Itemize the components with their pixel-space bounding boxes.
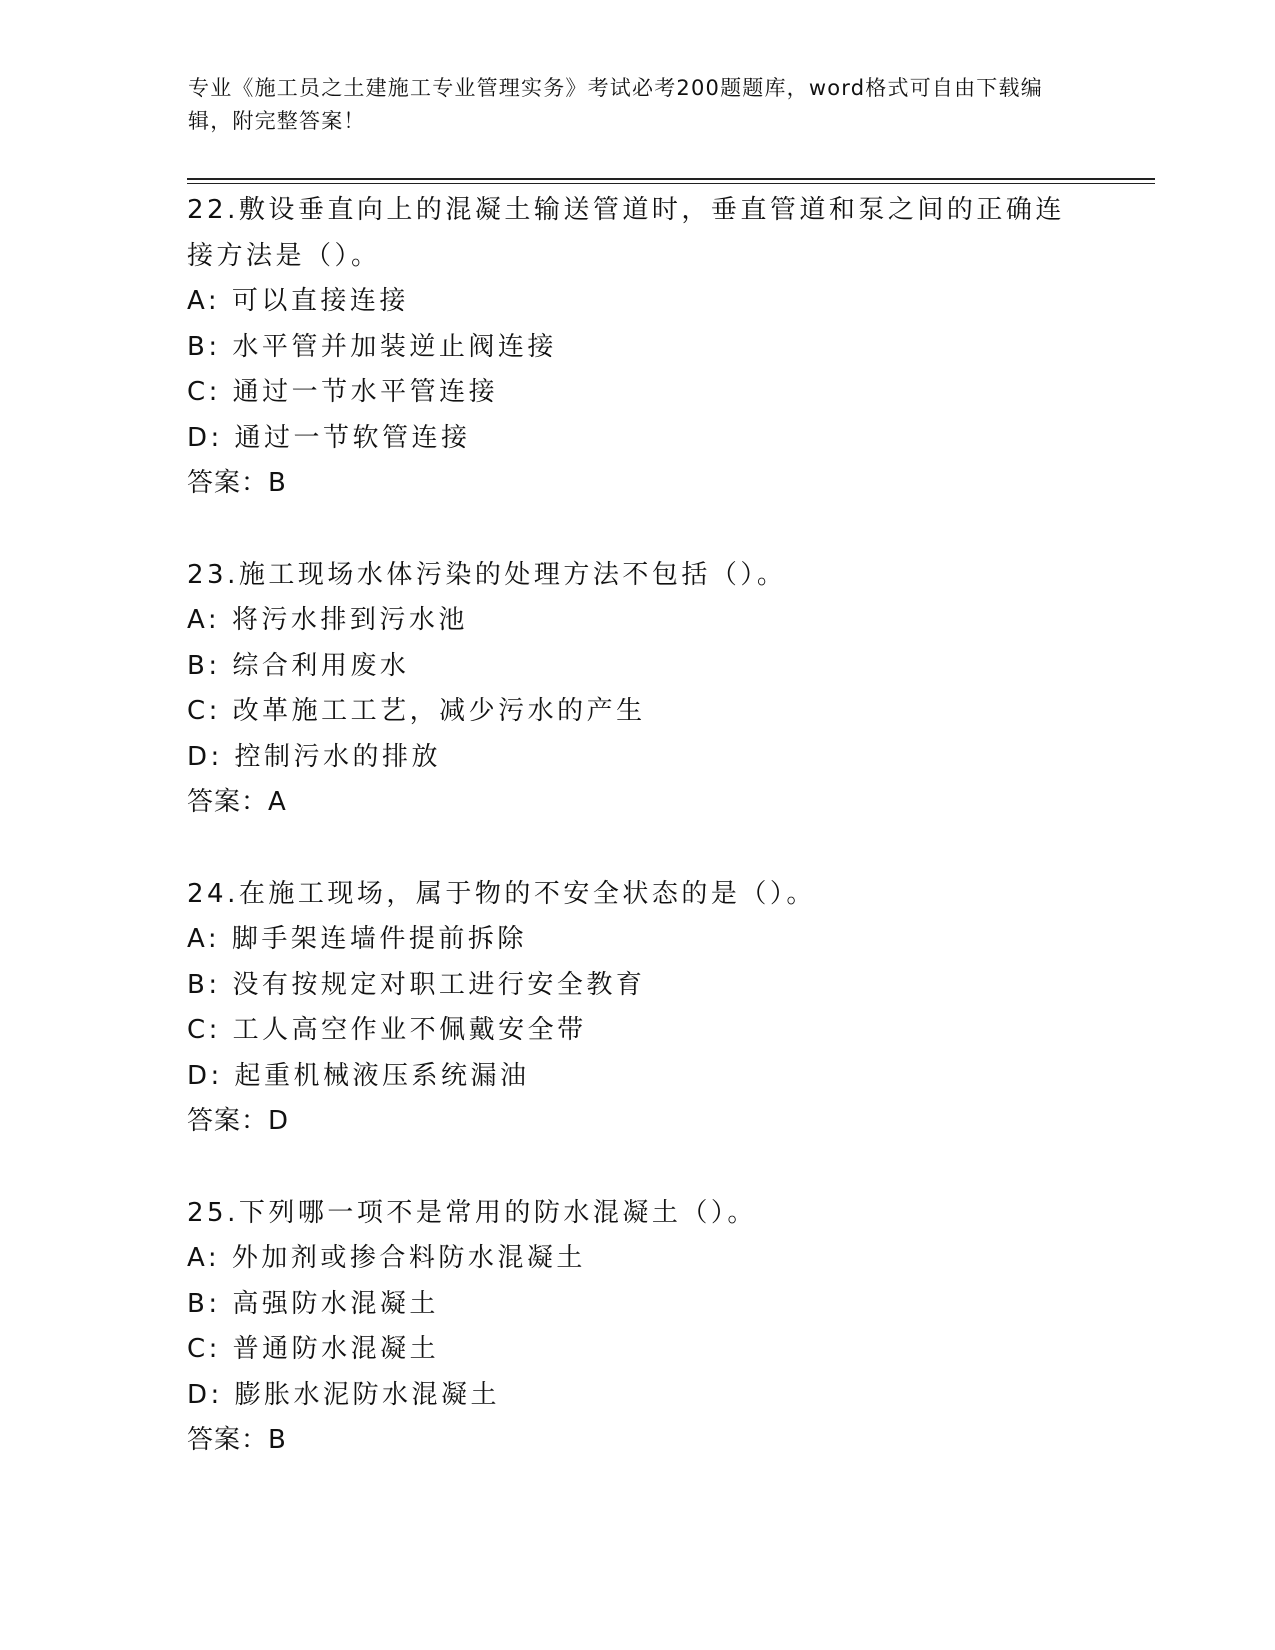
option-a: A: 可以直接连接	[187, 286, 409, 316]
question-list	[187, 188, 1087, 1510]
option-b: B: 综合利用废水	[187, 650, 410, 681]
question-24	[187, 872, 1087, 1145]
header-divider-thick	[187, 178, 1155, 180]
question-stem: 24.在施工现场，属于物的不安全状态的是（）。	[187, 878, 816, 909]
option-c: C: 普通防水混凝土	[187, 1334, 440, 1364]
header-divider-thin	[187, 183, 1155, 184]
option-a: A: 将污水排到污水池	[187, 605, 468, 635]
question-stem: 25.下列哪一项不是常用的防水混凝土（）。	[187, 1197, 757, 1228]
answer-line: 答案：B	[187, 468, 287, 498]
question-22	[187, 188, 1087, 507]
question-23	[187, 553, 1087, 826]
option-d: D: 起重机械液压系统漏油	[187, 1060, 530, 1091]
option-a: A: 脚手架连墙件提前拆除	[187, 924, 527, 954]
option-a: A: 外加剂或掺合料防水混凝土	[187, 1243, 586, 1273]
option-b: B: 高强防水混凝土	[187, 1288, 439, 1319]
answer-line: 答案：D	[187, 1106, 290, 1136]
option-c: C: 通过一节水平管连接	[187, 377, 499, 407]
document-intro: 专业《施工员之土建施工专业管理实务》考试必考200题题库，word格式可自由下载编辑，附完整答案！	[188, 76, 1043, 133]
option-b: B: 水平管并加装逆止阀连接	[187, 331, 557, 362]
answer-line: 答案：A	[187, 787, 287, 817]
option-d: D: 通过一节软管连接	[187, 422, 471, 453]
option-d: D: 控制污水的排放	[187, 741, 442, 772]
question-25	[187, 1191, 1087, 1464]
question-stem: 23.施工现场水体污染的处理方法不包括（）。	[187, 559, 787, 590]
question-stem: 22.敷设垂直向上的混凝土输送管道时，垂直管道和泵之间的正确连接方法是（）。	[187, 195, 1065, 271]
option-c: C: 工人高空作业不佩戴安全带	[187, 1015, 587, 1045]
option-b: B: 没有按规定对职工进行安全教育	[187, 969, 646, 1000]
option-c: C: 改革施工工艺，减少污水的产生	[187, 696, 646, 726]
option-d: D: 膨胀水泥防水混凝土	[187, 1379, 501, 1410]
answer-line: 答案：B	[187, 1425, 287, 1455]
